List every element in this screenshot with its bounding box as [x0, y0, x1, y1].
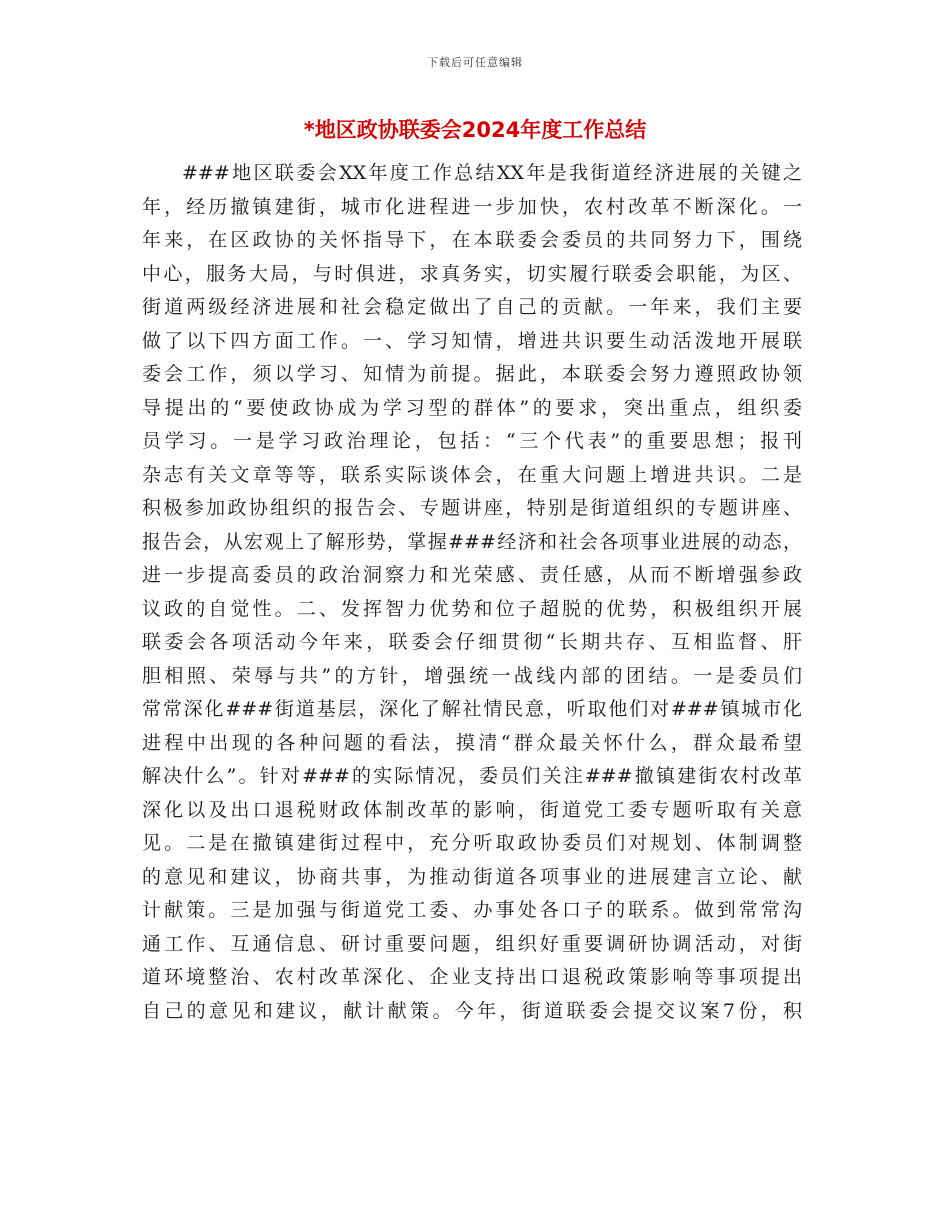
- body-line: 进程中出现的各种问题的看法，摸清“群众最关怀什么，群众最希望: [142, 731, 802, 754]
- body-line: 导提出的“要使政协成为学习型的群体”的要求，突出重点，组织委: [142, 396, 802, 419]
- body-line: 计献策。三是加强与街道党工委、办事处各口子的联系。做到常常沟: [142, 899, 802, 921]
- document-body: [142, 157, 802, 1028]
- body-line: 通工作、互通信息、研讨重要问题，组织好重要调研协调活动，对街: [142, 932, 802, 955]
- body-line: 自己的意见和建议，献计献策。今年，街道联委会提交议案7份，积: [142, 999, 802, 1022]
- body-line: 街道两级经济进展和社会稳定做出了自己的贡献。一年来，我们主要: [142, 296, 802, 318]
- body-line: 见。二是在撤镇建街过程中，充分听取政协委员们对规划、体制调整: [142, 832, 802, 854]
- body-line: 员学习。一是学习政治理论，包括：“三个代表”的重要思想；报刊: [142, 430, 802, 452]
- document-title: *地区政协联委会2024年度工作总结: [303, 118, 647, 142]
- body-line: 解决什么”。针对###的实际情况，委员们关注###撤镇建街农村改革: [142, 765, 802, 787]
- body-line: 联委会各项活动今年来，联委会仔细贯彻“长期共存、互相监督、肝: [142, 631, 802, 653]
- body-line: 做了以下四方面工作。一、学习知情，增进共识要生动活泼地开展联: [142, 329, 802, 352]
- body-line: 中心，服务大局，与时俱进，求真务实，切实履行联委会职能，为区、: [142, 262, 802, 285]
- header-note: 下载后可任意编辑: [427, 56, 523, 69]
- body-line: 杂志有关文章等等，联系实际谈体会，在重大问题上增进共识。二是: [142, 463, 802, 486]
- body-line: 年，经历撤镇建街，城市化进程进一步加快，农村改革不断深化。一: [142, 195, 802, 218]
- body-line: 深化以及出口退税财政体制改革的影响，街道党工委专题听取有关意: [142, 798, 802, 821]
- body-line: ###地区联委会XX年度工作总结XX年是我街道经济进展的关键之: [182, 162, 802, 184]
- body-line: 委会工作，须以学习、知情为前提。据此，本联委会努力遵照政协领: [142, 363, 802, 385]
- body-line: 积极参加政协组织的报告会、专题讲座，特别是街道组织的专题讲座、: [142, 497, 802, 519]
- body-line: 年来，在区政协的关怀指导下，在本联委会委员的共同努力下，围绕: [142, 229, 802, 251]
- body-line: 进一步提高委员的政治洞察力和光荣感、责任感，从而不断增强参政: [142, 564, 802, 586]
- body-line: 的意见和建议，协商共事，为推动街道各项事业的进展建言立论、献: [142, 865, 802, 888]
- body-line: 胆相照、荣辱与共”的方针，增强统一战线内部的团结。一是委员们: [142, 664, 802, 687]
- body-line: 议政的自觉性。二、发挥智力优势和位子超脱的优势，积极组织开展: [142, 597, 802, 620]
- body-line: 常常深化###街道基层，深化了解社情民意，听取他们对###镇城市化: [142, 698, 802, 720]
- body-line: 道环境整治、农村改革深化、企业支持出口退税政策影响等事项提出: [142, 966, 802, 988]
- body-line: 报告会，从宏观上了解形势，掌握###经济和社会各项事业进展的动态，: [142, 530, 802, 553]
